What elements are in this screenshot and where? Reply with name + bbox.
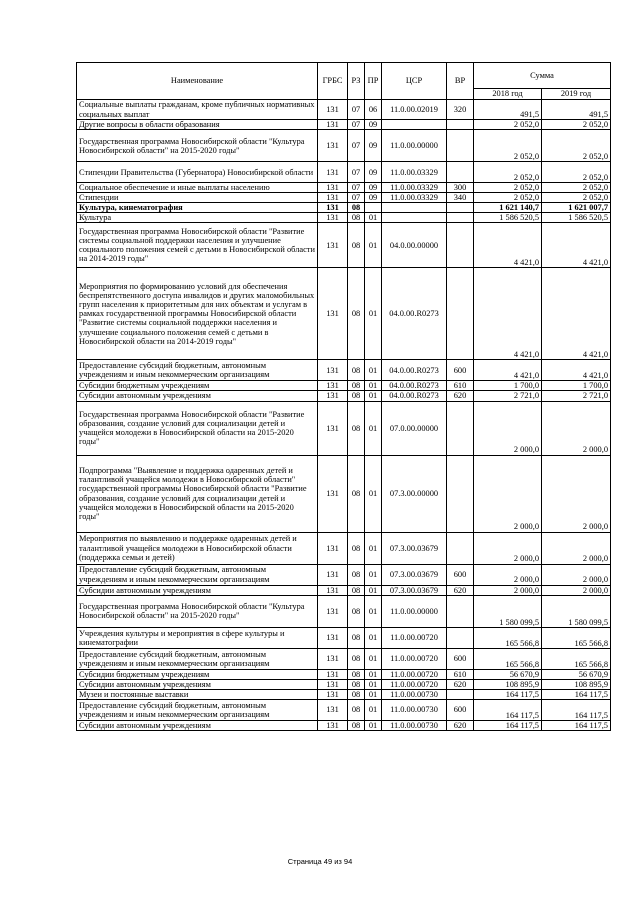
row-vr: 600 — [447, 699, 474, 720]
table-row — [77, 162, 611, 183]
row-grbs: 131 — [318, 120, 348, 130]
row-csr: 04.0.00.R0273 — [382, 268, 447, 360]
row-rz: 07 — [348, 100, 365, 120]
row-csr: 11.0.00.00720 — [382, 627, 447, 648]
row-csr — [382, 120, 447, 130]
row-sum-2018: 2 052,0 — [474, 183, 542, 193]
row-sum-2019: 2 000,0 — [542, 532, 611, 564]
row-sum-2019: 165 566,8 — [542, 648, 611, 669]
table-row — [77, 130, 611, 162]
row-vr — [447, 223, 474, 268]
row-vr: 300 — [447, 183, 474, 193]
row-sum-2018: 2 052,0 — [474, 120, 542, 130]
row-rz: 08 — [348, 595, 365, 627]
row-name: Стипендии — [77, 193, 318, 203]
row-name: Учреждения культуры и мероприятия в сфере культуры и кинематографии — [77, 627, 318, 648]
table-row — [77, 699, 611, 720]
row-pr: 01 — [365, 268, 382, 360]
table-row — [77, 720, 611, 730]
row-sum-2019: 4 421,0 — [542, 360, 611, 381]
row-sum-2018: 2 052,0 — [474, 193, 542, 203]
row-sum-2019: 108 895,9 — [542, 679, 611, 689]
row-csr: 11.0.00.03329 — [382, 183, 447, 193]
row-rz: 08 — [348, 648, 365, 669]
row-sum-2018: 1 580 099,5 — [474, 595, 542, 627]
row-vr — [447, 689, 474, 699]
row-sum-2018: 2 052,0 — [474, 130, 542, 162]
row-vr: 600 — [447, 648, 474, 669]
table-row — [77, 401, 611, 455]
table-row — [77, 564, 611, 585]
row-sum-2019: 2 052,0 — [542, 130, 611, 162]
row-pr: 01 — [365, 689, 382, 699]
row-name: Социальное обеспечение и иные выплаты населению — [77, 183, 318, 193]
row-rz: 08 — [348, 532, 365, 564]
row-csr — [382, 213, 447, 223]
row-name: Государственная программа Новосибирской области "Развитие системы социальной поддержки населения и улучшение социального положения семей с детьми в Новосибирской области на 2014-2019 годы" — [77, 223, 318, 268]
row-sum-2018: 2 000,0 — [474, 455, 542, 532]
table-row — [77, 203, 611, 213]
row-name: Субсидии бюджетным учреждениям — [77, 381, 318, 391]
table-row — [77, 455, 611, 532]
row-sum-2019: 1 621 007,7 — [542, 203, 611, 213]
row-rz: 08 — [348, 213, 365, 223]
row-grbs: 131 — [318, 627, 348, 648]
row-grbs: 131 — [318, 162, 348, 183]
row-rz: 08 — [348, 268, 365, 360]
row-grbs: 131 — [318, 213, 348, 223]
row-pr: 01 — [365, 699, 382, 720]
row-grbs: 131 — [318, 564, 348, 585]
row-grbs: 131 — [318, 689, 348, 699]
table-row — [77, 120, 611, 130]
row-rz: 07 — [348, 193, 365, 203]
row-sum-2019: 491,5 — [542, 100, 611, 120]
row-vr — [447, 595, 474, 627]
row-sum-2019: 56 670,9 — [542, 669, 611, 679]
table-row — [77, 268, 611, 360]
row-grbs: 131 — [318, 100, 348, 120]
row-rz: 08 — [348, 360, 365, 381]
row-csr: 11.0.00.03329 — [382, 193, 447, 203]
row-csr: 11.0.00.00730 — [382, 699, 447, 720]
row-sum-2018: 2 000,0 — [474, 585, 542, 595]
table-row — [77, 213, 611, 223]
row-pr: 01 — [365, 595, 382, 627]
table-row — [77, 100, 611, 120]
row-sum-2019: 164 117,5 — [542, 720, 611, 730]
row-sum-2019: 2 000,0 — [542, 401, 611, 455]
row-sum-2018: 4 421,0 — [474, 360, 542, 381]
row-vr: 600 — [447, 564, 474, 585]
row-sum-2019: 2 000,0 — [542, 455, 611, 532]
row-vr: 340 — [447, 193, 474, 203]
table-row — [77, 689, 611, 699]
row-name: Субсидии автономным учреждениям — [77, 585, 318, 595]
row-csr: 07.3.00.03679 — [382, 564, 447, 585]
row-grbs: 131 — [318, 130, 348, 162]
row-grbs: 131 — [318, 648, 348, 669]
table-row — [77, 595, 611, 627]
row-csr: 07.3.00.03679 — [382, 585, 447, 595]
row-csr: 11.0.00.00720 — [382, 648, 447, 669]
row-pr: 01 — [365, 720, 382, 730]
row-vr: 620 — [447, 391, 474, 401]
row-vr: 600 — [447, 360, 474, 381]
header-pr: ПР — [365, 63, 382, 100]
row-sum-2018: 1 700,0 — [474, 381, 542, 391]
row-rz: 07 — [348, 130, 365, 162]
row-name: Стипендии Правительства (Губернатора) Новосибирской области — [77, 162, 318, 183]
row-grbs: 131 — [318, 203, 348, 213]
row-csr: 04.0.00.R0273 — [382, 381, 447, 391]
row-name: Мероприятия по формированию условий для обеспечения беспрепятственного доступа инвалидов и других маломобильных групп населения к приоритетным для них объектам и услугам в рамках государственной программы Новосибирской области "Развитие системы социальной поддержки населения и улучшение социального положения семей с детьми в Новосибирской области на 2014-2019 годы" — [77, 268, 318, 360]
row-vr — [447, 162, 474, 183]
row-pr: 01 — [365, 213, 382, 223]
row-grbs: 131 — [318, 193, 348, 203]
row-pr: 01 — [365, 360, 382, 381]
row-pr: 01 — [365, 679, 382, 689]
header-grbs: ГРБС — [318, 63, 348, 100]
row-pr: 01 — [365, 564, 382, 585]
table-row — [77, 532, 611, 564]
table-header — [77, 63, 611, 100]
row-name: Субсидии автономным учреждениям — [77, 679, 318, 689]
row-csr: 04.0.00.R0273 — [382, 391, 447, 401]
row-csr: 11.0.00.03329 — [382, 162, 447, 183]
row-name: Музеи и постоянные выставки — [77, 689, 318, 699]
row-rz: 08 — [348, 223, 365, 268]
table-row — [77, 679, 611, 689]
table-row — [77, 648, 611, 669]
row-pr: 01 — [365, 401, 382, 455]
row-vr: 610 — [447, 669, 474, 679]
row-grbs: 131 — [318, 585, 348, 595]
row-name: Предоставление субсидий бюджетным, автономным учреждениям и иным некоммерческим организациям — [77, 360, 318, 381]
row-name: Мероприятия по выявлению и поддержке одаренных детей и талантливой учащейся молодежи в Новосибирской области (поддержка семьи и детей) — [77, 532, 318, 564]
table-body — [77, 100, 611, 731]
row-grbs: 131 — [318, 455, 348, 532]
row-grbs: 131 — [318, 391, 348, 401]
row-vr — [447, 120, 474, 130]
row-sum-2019: 4 421,0 — [542, 223, 611, 268]
row-pr: 09 — [365, 162, 382, 183]
table-row — [77, 193, 611, 203]
row-rz: 07 — [348, 120, 365, 130]
row-grbs: 131 — [318, 595, 348, 627]
header-name: Наименование — [77, 63, 318, 100]
row-sum-2018: 2 000,0 — [474, 532, 542, 564]
row-pr: 01 — [365, 391, 382, 401]
header-vr: ВР — [447, 63, 474, 100]
row-pr: 01 — [365, 669, 382, 679]
budget-table — [76, 62, 611, 731]
row-csr — [382, 203, 447, 213]
row-sum-2019: 164 117,5 — [542, 689, 611, 699]
header-2019: 2019 год — [542, 89, 611, 100]
row-pr: 01 — [365, 648, 382, 669]
row-grbs: 131 — [318, 720, 348, 730]
row-name: Культура, кинематография — [77, 203, 318, 213]
row-sum-2019: 2 721,0 — [542, 391, 611, 401]
row-sum-2018: 164 117,5 — [474, 689, 542, 699]
row-pr — [365, 203, 382, 213]
page-footer: Страница 49 из 94 — [287, 857, 353, 866]
row-sum-2019: 1 700,0 — [542, 381, 611, 391]
row-sum-2019: 4 421,0 — [542, 268, 611, 360]
row-sum-2019: 1 580 099,5 — [542, 595, 611, 627]
row-csr: 04.0.00.R0273 — [382, 360, 447, 381]
row-pr: 01 — [365, 223, 382, 268]
row-sum-2019: 2 052,0 — [542, 162, 611, 183]
row-rz: 08 — [348, 564, 365, 585]
row-name: Субсидии бюджетным учреждениям — [77, 669, 318, 679]
table-row — [77, 391, 611, 401]
row-name: Культура — [77, 213, 318, 223]
row-rz: 08 — [348, 585, 365, 595]
row-name: Другие вопросы в области образования — [77, 120, 318, 130]
row-grbs: 131 — [318, 223, 348, 268]
row-vr: 620 — [447, 679, 474, 689]
row-sum-2018: 165 566,8 — [474, 648, 542, 669]
row-grbs: 131 — [318, 679, 348, 689]
row-name: Субсидии автономным учреждениям — [77, 720, 318, 730]
row-rz: 07 — [348, 183, 365, 193]
row-vr — [447, 213, 474, 223]
row-pr: 01 — [365, 532, 382, 564]
table-row — [77, 360, 611, 381]
row-rz: 08 — [348, 689, 365, 699]
row-sum-2019: 165 566,8 — [542, 627, 611, 648]
row-grbs: 131 — [318, 532, 348, 564]
row-rz: 08 — [348, 627, 365, 648]
row-rz: 08 — [348, 401, 365, 455]
row-sum-2018: 165 566,8 — [474, 627, 542, 648]
row-rz: 08 — [348, 669, 365, 679]
row-name: Государственная программа Новосибирской области "Культура Новосибирской области" на 2015-2020 годы" — [77, 130, 318, 162]
row-sum-2019: 2 052,0 — [542, 193, 611, 203]
row-sum-2018: 164 117,5 — [474, 699, 542, 720]
row-rz: 08 — [348, 455, 365, 532]
row-rz: 07 — [348, 162, 365, 183]
row-name: Государственная программа Новосибирской области "Культура Новосибирской области" на 2015-2020 годы" — [77, 595, 318, 627]
row-sum-2019: 164 117,5 — [542, 699, 611, 720]
row-grbs: 131 — [318, 268, 348, 360]
row-vr: 320 — [447, 100, 474, 120]
table-row — [77, 585, 611, 595]
row-sum-2018: 164 117,5 — [474, 720, 542, 730]
row-csr: 07.0.00.00000 — [382, 401, 447, 455]
row-name: Субсидии автономным учреждениям — [77, 391, 318, 401]
row-vr — [447, 532, 474, 564]
row-rz: 08 — [348, 720, 365, 730]
row-sum-2018: 1 586 520,5 — [474, 213, 542, 223]
row-grbs: 131 — [318, 699, 348, 720]
row-name: Социальные выплаты гражданам, кроме публичных нормативных социальных выплат — [77, 100, 318, 120]
row-vr — [447, 203, 474, 213]
row-sum-2018: 491,5 — [474, 100, 542, 120]
row-vr: 620 — [447, 585, 474, 595]
row-sum-2019: 1 586 520,5 — [542, 213, 611, 223]
row-grbs: 131 — [318, 381, 348, 391]
row-sum-2018: 56 670,9 — [474, 669, 542, 679]
row-sum-2019: 2 000,0 — [542, 585, 611, 595]
table-row — [77, 223, 611, 268]
row-vr — [447, 455, 474, 532]
row-sum-2018: 108 895,9 — [474, 679, 542, 689]
row-csr: 04.0.00.00000 — [382, 223, 447, 268]
row-grbs: 131 — [318, 183, 348, 193]
row-name: Предоставление субсидий бюджетным, автономным учреждениям и иным некоммерческим организациям — [77, 699, 318, 720]
row-rz: 08 — [348, 203, 365, 213]
row-csr: 11.0.00.02019 — [382, 100, 447, 120]
row-csr: 07.3.00.03679 — [382, 532, 447, 564]
header-csr: ЦСР — [382, 63, 447, 100]
row-sum-2018: 2 721,0 — [474, 391, 542, 401]
row-vr: 620 — [447, 720, 474, 730]
table-row — [77, 627, 611, 648]
row-sum-2018: 1 621 140,7 — [474, 203, 542, 213]
row-pr: 06 — [365, 100, 382, 120]
row-csr: 11.0.00.00730 — [382, 720, 447, 730]
row-pr: 09 — [365, 183, 382, 193]
row-csr: 11.0.00.00730 — [382, 689, 447, 699]
header-2018: 2018 год — [474, 89, 542, 100]
header-sum: Сумма — [474, 63, 611, 89]
row-vr — [447, 401, 474, 455]
row-sum-2019: 2 052,0 — [542, 120, 611, 130]
row-sum-2018: 2 000,0 — [474, 401, 542, 455]
row-pr: 01 — [365, 585, 382, 595]
row-vr — [447, 130, 474, 162]
row-sum-2019: 2 052,0 — [542, 183, 611, 193]
row-name: Подпрограмма "Выявление и поддержка одаренных детей и талантливой учащейся молодежи в Новосибирской области" государственной программы Новосибирской области "Развитие образования, создание условий для социализации детей и учащейся молодежи в Новосибирской области на 2015-2020 годы" — [77, 455, 318, 532]
table-row — [77, 381, 611, 391]
row-sum-2019: 2 000,0 — [542, 564, 611, 585]
row-sum-2018: 4 421,0 — [474, 223, 542, 268]
table-row — [77, 183, 611, 193]
row-csr: 11.0.00.00000 — [382, 595, 447, 627]
row-rz: 08 — [348, 699, 365, 720]
row-vr — [447, 268, 474, 360]
row-pr: 09 — [365, 130, 382, 162]
row-csr: 11.0.00.00720 — [382, 669, 447, 679]
row-rz: 08 — [348, 391, 365, 401]
row-csr: 07.3.00.00000 — [382, 455, 447, 532]
row-rz: 08 — [348, 679, 365, 689]
row-grbs: 131 — [318, 401, 348, 455]
table-row — [77, 669, 611, 679]
row-name: Предоставление субсидий бюджетным, автономным учреждениям и иным некоммерческим организациям — [77, 648, 318, 669]
row-pr: 01 — [365, 627, 382, 648]
row-pr: 09 — [365, 193, 382, 203]
row-rz: 08 — [348, 381, 365, 391]
row-vr: 610 — [447, 381, 474, 391]
row-sum-2018: 4 421,0 — [474, 268, 542, 360]
row-pr: 01 — [365, 381, 382, 391]
row-csr: 11.0.00.00000 — [382, 130, 447, 162]
row-name: Предоставление субсидий бюджетным, автономным учреждениям и иным некоммерческим организациям — [77, 564, 318, 585]
header-rz: РЗ — [348, 63, 365, 100]
row-grbs: 131 — [318, 360, 348, 381]
row-pr: 01 — [365, 455, 382, 532]
row-csr: 11.0.00.00720 — [382, 679, 447, 689]
row-vr — [447, 627, 474, 648]
row-pr: 09 — [365, 120, 382, 130]
row-name: Государственная программа Новосибирской области "Развитие образования, создание условий для социализации детей и учащейся молодежи в Новосибирской области на 2015-2020 годы" — [77, 401, 318, 455]
row-grbs: 131 — [318, 669, 348, 679]
row-sum-2018: 2 052,0 — [474, 162, 542, 183]
row-sum-2018: 2 000,0 — [474, 564, 542, 585]
